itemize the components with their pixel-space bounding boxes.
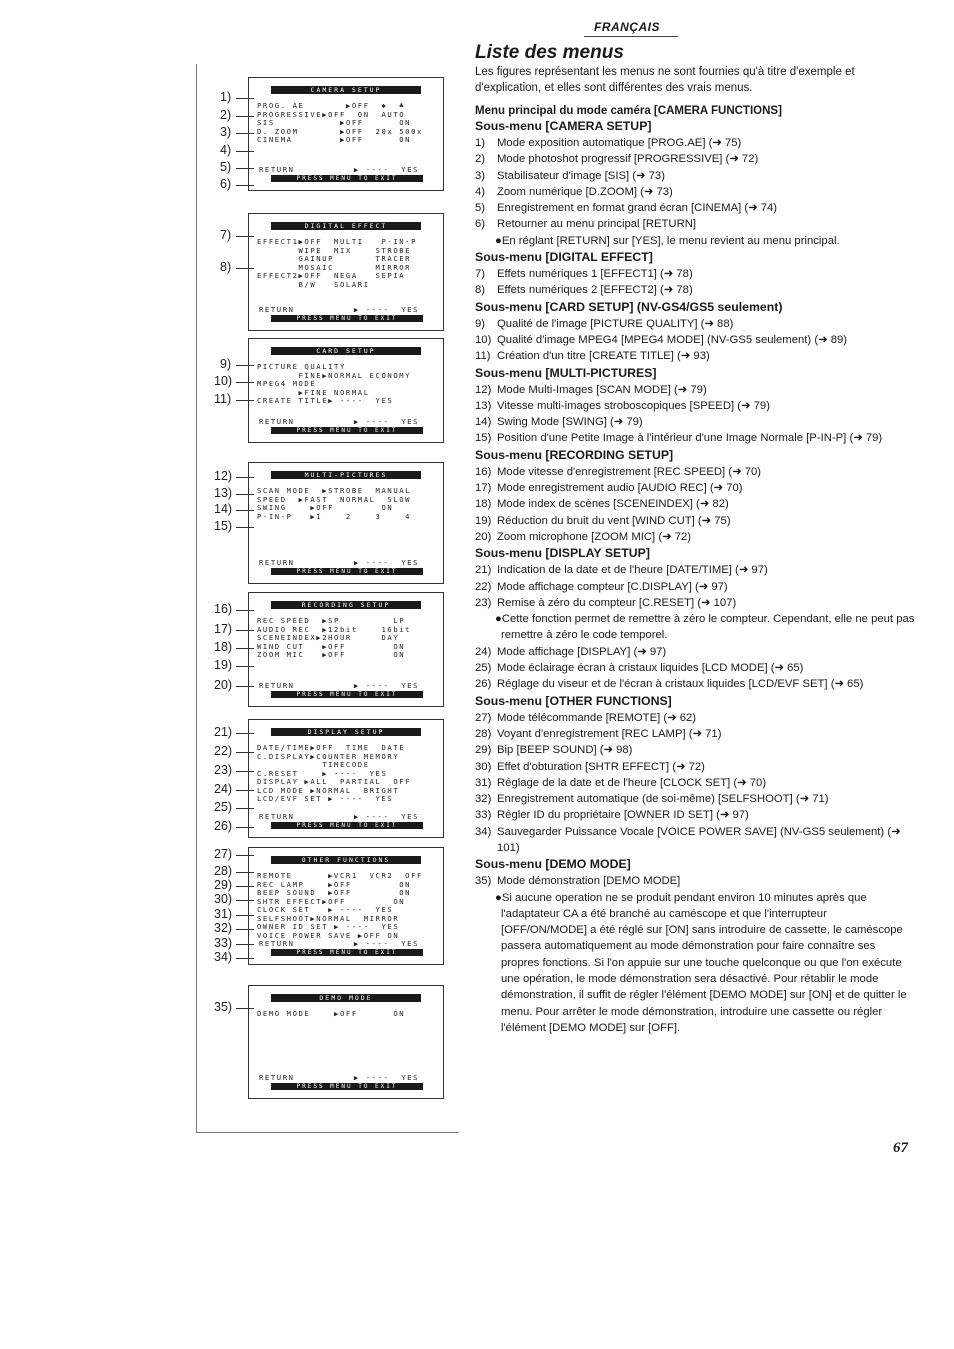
item-text: Effets numériques 2 [EFFECT2] (➜ 78) (497, 284, 693, 297)
menu-item (475, 579, 915, 595)
item-number: 15) (475, 432, 492, 445)
item-text: Mode affichage compteur [C.DISPLAY] (➜ 97) (497, 580, 728, 593)
callout-number: 31) (214, 907, 233, 921)
item-text: Réglage du viseur et de l'écran à cristaux liquides [LCD/EVF SET] (➜ 65) (497, 678, 864, 691)
callout-number: 2) (220, 108, 232, 122)
screen-row: SWING ▶OFF ON (257, 503, 394, 512)
item-number: 20) (475, 530, 492, 543)
callout-leader (236, 365, 254, 366)
screen-row: WIND CUT ▶OFF ON (257, 641, 406, 651)
callout-number: 23) (214, 763, 233, 777)
screen-row: LCD/EVF SET ▶ ---- YES (257, 794, 394, 803)
callout-leader (236, 666, 254, 667)
callout-number: 20) (214, 678, 233, 692)
item-number: 28) (475, 727, 492, 740)
callout-leader (236, 944, 254, 945)
item-number: 22) (475, 580, 492, 593)
item-number: 12) (475, 383, 492, 396)
screen-row: ZOOM MIC ▶OFF ON (257, 650, 406, 659)
screen-press-menu-bar: PRESS MENU TO EXIT (271, 568, 423, 575)
section-heading: Sous-menu [MULTI-PICTURES] (475, 365, 657, 380)
item-text: Position d'une Petite Image à l'intérieur d'une Image Normale [P-IN-P] (➜ 79) (497, 432, 883, 445)
callout-leader (236, 400, 254, 401)
callout-number: 11) (214, 392, 232, 406)
menu-screen (248, 847, 444, 965)
callout-number: 7) (220, 228, 232, 242)
screen-row: PICTURE QUALITY (257, 362, 346, 371)
menu-item (475, 135, 915, 151)
menu-item (475, 398, 915, 414)
item-text: Réduction du bruit du vent [WIND CUT] (➜ 75) (497, 514, 731, 527)
item-number: 35) (475, 875, 492, 888)
screen-row: B/W SOLARI (257, 279, 370, 289)
item-text: Zoom numérique [D.ZOOM] (➜ 73) (497, 185, 673, 198)
item-number: 18) (475, 498, 492, 511)
callout-leader (236, 477, 254, 478)
page-number: 67 (893, 1140, 908, 1156)
menu-item (475, 726, 915, 742)
item-text: Mode télécommande [REMOTE] (➜ 62) (497, 711, 697, 724)
menu-item (475, 759, 915, 775)
callout-number: 27) (214, 847, 233, 861)
menu-screen (248, 719, 444, 838)
item-number: 31) (475, 776, 492, 789)
screen-row: GAINUP TRACER (257, 254, 412, 263)
item-number: 8) (475, 284, 486, 297)
callout-number: 13) (214, 486, 233, 500)
menu-item (475, 168, 915, 184)
callout-number: 4) (220, 143, 232, 157)
screen-press-menu-bar: PRESS MENU TO EXIT (271, 822, 423, 829)
callout-leader (236, 733, 254, 734)
callout-number: 24) (214, 782, 233, 796)
callout-leader (236, 268, 254, 269)
section-heading: Sous-menu [CARD SETUP] (NV-GS4/GS5 seulement) (475, 299, 783, 314)
screen-row: MPEG4 MODE (257, 379, 317, 388)
screen-row: FINE▶NORMAL ECONOMY (257, 370, 412, 380)
callout-number: 1) (220, 90, 232, 104)
callout-leader (236, 790, 254, 791)
menu-item (475, 282, 915, 298)
callout-leader (236, 752, 254, 753)
callout-number: 35) (214, 1000, 233, 1014)
menu-item (475, 316, 915, 332)
callout-leader (236, 686, 254, 687)
screen-row: C.DISPLAY▶COUNTER MEMORY (257, 751, 400, 761)
callout-number: 21) (214, 725, 233, 739)
screen-row: D. ZOOM ▶OFF 20x 500x (257, 126, 423, 136)
callout-leader (236, 958, 254, 959)
item-text: Mode affichage [DISPLAY] (➜ 97) (497, 645, 667, 658)
menu-screen (248, 592, 444, 707)
screen-row: DEMO MODE ▶OFF ON (257, 1009, 406, 1018)
callout-leader (236, 827, 254, 828)
screen-row: P-IN-P ▶1 2 3 4 (257, 511, 412, 521)
screen-return-row: RETURN ▶ ---- YES (259, 305, 420, 314)
section-heading: Sous-menu [RECORDING SETUP] (475, 447, 674, 462)
screen-row: SHTR EFFECT▶OFF ON (257, 896, 406, 906)
item-number: 1) (475, 137, 486, 149)
item-number: 34) (475, 825, 492, 838)
screen-row: CINEMA ▶OFF ON (257, 135, 412, 144)
main-menu-heading: Menu principal du mode caméra [CAMERA FUNCTIONS] (475, 105, 782, 117)
menu-screen (248, 338, 444, 443)
screen-title-bar: DEMO MODE (271, 994, 421, 1002)
callout-number: 28) (214, 864, 233, 878)
callout-number: 3) (220, 125, 232, 139)
item-text: Indication de la date et de l'heure [DATE/TIME] (➜ 97) (497, 564, 768, 577)
item-text: Régler ID du propriétaire [OWNER ID SET] (➜ 97) (497, 809, 749, 822)
item-text: Voyant d'enregistrement [REC LAMP] (➜ 71) (497, 727, 722, 740)
menu-item (475, 562, 915, 578)
screen-row: AUDIO REC ▶12bit 16bit (257, 624, 412, 634)
item-text: Mode éclairage écran à cristaux liquides [LCD MODE] (➜ 65) (497, 662, 804, 675)
screen-row: REC SPEED ▶SP LP (257, 616, 406, 625)
callout-number: 22) (214, 744, 233, 758)
screen-row: REC LAMP ▶OFF ON (257, 879, 412, 889)
item-number: 7) (475, 268, 486, 281)
menu-item (475, 151, 915, 167)
menu-screen (248, 462, 444, 584)
callout-leader (236, 133, 254, 134)
callout-number: 9) (220, 357, 232, 371)
item-number: 19) (475, 514, 492, 527)
section-heading: Sous-menu [CAMERA SETUP] (475, 119, 652, 133)
screen-row: MOSAIC MIRROR (257, 262, 412, 272)
screen-title-bar: DIGITAL EFFECT (271, 222, 421, 230)
menu-item (475, 775, 915, 791)
item-number: 21) (475, 564, 492, 577)
screen-title-bar: MULTI-PICTURES (271, 471, 421, 479)
screen-row: TIMECODE (257, 760, 370, 769)
item-number: 32) (475, 793, 492, 806)
item-number: 30) (475, 760, 492, 773)
menu-item (475, 660, 915, 676)
menu-item (475, 644, 915, 660)
item-number: 27) (475, 711, 492, 724)
item-number: 3) (475, 169, 486, 182)
screen-return-row: RETURN ▶ ---- YES (259, 165, 420, 174)
screen-press-menu-bar: PRESS MENU TO EXIT (271, 949, 423, 956)
menu-item (475, 791, 915, 807)
item-text: Remise à zéro du compteur [C.RESET] (➜ 107) (497, 596, 737, 609)
item-text: Retourner au menu principal [RETURN] (497, 218, 697, 231)
callout-number: 33) (214, 936, 233, 950)
screen-return-row: RETURN ▶ ---- YES (259, 812, 420, 821)
menu-item (475, 513, 915, 529)
callout-leader (236, 527, 254, 528)
callout-leader (236, 510, 254, 511)
menu-screen (248, 213, 444, 331)
screen-row: PROGRESSIVE▶OFF ON AUTO (257, 109, 406, 119)
callout-leader (236, 185, 254, 186)
menu-item (475, 464, 915, 480)
screen-row: CREATE TITLE▶ ---- YES (257, 396, 394, 405)
callout-leader (236, 771, 254, 772)
menu-item (475, 742, 915, 758)
callout-number: 25) (214, 800, 233, 814)
menu-item (475, 348, 915, 364)
callout-number: 29) (214, 878, 233, 892)
screen-row: ▶FINE NORMAL (257, 387, 370, 397)
callout-number: 32) (214, 921, 233, 935)
screen-row: REMOTE ▶VCR1 VCR2 OFF (257, 871, 423, 880)
callout-leader (236, 116, 254, 117)
callout-leader (236, 168, 254, 169)
intro-text: Les figures représentant les menus ne sont fournies qu'à titre d'exemple et d'explication, et elles sont différentes des vrais menus. (475, 66, 855, 94)
item-text: Enregistrement en format grand écran [CINEMA] (➜ 74) (497, 202, 778, 215)
screen-return-row: RETURN ▶ ---- YES (259, 681, 420, 690)
menu-screen (248, 985, 444, 1099)
item-number: 17) (475, 482, 492, 495)
menu-description-list (475, 104, 915, 1036)
screen-row: DISPLAY ▶ALL PARTIAL OFF (257, 777, 412, 786)
item-text: Mode photoshot progressif [PROGRESSIVE] (➜ 72) (497, 153, 759, 166)
callout-number: 14) (214, 502, 233, 516)
menu-item (475, 200, 915, 216)
screen-row: VOICE POWER SAVE ▶OFF ON (257, 930, 400, 940)
screen-press-menu-bar: PRESS MENU TO EXIT (271, 175, 423, 182)
screen-row: SPEED ▶FAST NORMAL SLOW (257, 494, 412, 504)
item-number: 11) (475, 350, 491, 363)
screen-title-bar: DISPLAY SETUP (271, 728, 421, 736)
callout-leader (236, 886, 254, 887)
item-text: Zoom microphone [ZOOM MIC] (➜ 72) (497, 530, 692, 543)
callout-leader (236, 855, 254, 856)
item-text: Mode enregistrement audio [AUDIO REC] (➜ 70) (497, 482, 743, 495)
callout-number: 18) (214, 640, 233, 654)
callout-number: 34) (214, 950, 233, 964)
item-text: Effets numériques 1 [EFFECT1] (➜ 78) (497, 268, 693, 281)
item-text: Vitesse multi-images stroboscopiques [SPEED] (➜ 79) (497, 399, 770, 412)
menu-screen (248, 77, 444, 191)
menu-item (475, 807, 915, 823)
screen-row: CLOCK SET ▶ ---- YES (257, 905, 394, 914)
menu-item (475, 480, 915, 496)
item-text: Enregistrement automatique (de soi-même) [SELFSHOOT] (➜ 71) (497, 793, 829, 806)
item-text: Création d'un titre [CREATE TITLE] (➜ 93) (497, 350, 710, 363)
item-number: 23) (475, 596, 492, 609)
callout-leader (236, 610, 254, 611)
screen-row: DATE/TIME▶OFF TIME DATE (257, 743, 406, 752)
section-heading: Sous-menu [DIGITAL EFFECT] (475, 250, 653, 265)
screen-return-row: RETURN ▶ ---- YES (259, 417, 420, 426)
callout-number: 30) (214, 892, 233, 906)
screen-row: OWNER ID SET ▶ ---- YES (257, 922, 400, 931)
callout-number: 15) (214, 519, 233, 533)
screen-row: SIS ▶OFF ON (257, 118, 412, 127)
item-note: ●Si aucune operation ne se produit pendant environ 10 minutes après que l'adaptateur CA a été branché au caméscope et que l'interrupteur [OFF/ON/MODE] a été réglé sur [ON] sans introduire de cassette, le caméscope passera automatiquement au mode démonstration pour faire connaître ses propres fonctions. Si l'on appuie sur une touche quelconque ou que l'on exécute une opération, le mode démonstration sera désactivé. Pour rétablir le mode démonstration, il suffit de régler l'élément [DEMO MODE] sur [ON] et de quitter le menu. Pour arrêter le mode démonstration, introduire une cassette ou régler l'élément [DEMO MODE] sur [OFF]. (495, 891, 907, 1034)
item-text: Mode exposition automatique [PROG.AE] (➜ 75) (497, 137, 742, 149)
callout-number: 10) (214, 374, 233, 388)
callout-leader (236, 151, 254, 152)
item-number: 25) (475, 662, 492, 675)
menu-item (475, 873, 915, 889)
callout-number: 26) (214, 819, 233, 833)
screen-return-row: RETURN ▶ ---- YES (259, 1073, 420, 1082)
item-number: 14) (475, 416, 492, 429)
callout-number: 5) (220, 160, 232, 174)
screen-press-menu-bar: PRESS MENU TO EXIT (271, 691, 423, 698)
page-title: Liste des menus (475, 42, 624, 63)
screen-row: BEEP SOUND ▶OFF ON (257, 888, 412, 897)
item-number: 26) (475, 678, 492, 691)
screen-return-row: RETURN ▶ ---- YES (259, 558, 420, 567)
item-note: ●En réglant [RETURN] sur [YES], le menu revient au menu principal. (495, 234, 840, 247)
item-text: Mode index de scènes [SCENEINDEX] (➜ 82) (497, 498, 729, 511)
menu-item (475, 184, 915, 200)
screen-return-row: RETURN ▶ ---- YES (259, 939, 420, 948)
menu-item (475, 430, 915, 446)
section-heading: Sous-menu [DEMO MODE] (475, 857, 631, 872)
menu-item (475, 414, 915, 430)
screen-row: LCD MODE ▶NORMAL BRIGHT (257, 785, 400, 795)
item-text: Sauvegarder Puissance Vocale [VOICE POWER SAVE] (NV-GS5 seulement) (➜ 101) (497, 825, 901, 854)
language-underline (584, 36, 678, 37)
callout-number: 16) (214, 602, 233, 616)
callout-number: 8) (220, 260, 232, 274)
callout-leader (236, 648, 254, 649)
screen-row: WIPE MIX STROBE (257, 245, 412, 255)
screen-row: EFFECT2▶OFF NEGA SEPIA (257, 271, 406, 280)
item-number: 4) (475, 185, 486, 198)
menu-item (475, 595, 915, 611)
section-heading: Sous-menu [DISPLAY SETUP] (475, 546, 650, 561)
item-text: Bip [BEEP SOUND] (➜ 98) (497, 744, 633, 757)
language-label: FRANÇAIS (594, 20, 660, 34)
item-text: Effet d'obturation [SHTR EFFECT] (➜ 72) (497, 760, 705, 773)
callout-number: 12) (214, 469, 233, 483)
item-number: 9) (475, 317, 486, 330)
menu-item (475, 529, 915, 545)
screen-row: SCENEINDEX▶2HOUR DAY (257, 633, 400, 642)
item-text: Mode Multi-Images [SCAN MODE] (➜ 79) (497, 383, 707, 396)
callout-leader (236, 900, 254, 901)
item-text: Réglage de la date et de l'heure [CLOCK SET] (➜ 70) (497, 776, 767, 789)
menu-item (475, 824, 915, 857)
menu-item (475, 496, 915, 512)
item-number: 24) (475, 645, 492, 658)
callout-leader (236, 1008, 254, 1009)
item-note: ●Cette fonction permet de remettre à zéro le compteur. Cependant, elle ne peut pas remettre à zéro le code temporel. (495, 613, 915, 642)
callout-number: 19) (214, 658, 233, 672)
item-text: Swing Mode [SWING] (➜ 79) (497, 416, 643, 429)
menu-item (475, 216, 915, 232)
screen-row: SELFSHOOT▶NORMAL MIRROR (257, 913, 400, 923)
callout-leader (236, 382, 254, 383)
screen-row: EFFECT1▶OFF MULTI P-IN-P (257, 237, 418, 246)
callout-leader (236, 494, 254, 495)
callout-number: 17) (214, 622, 233, 636)
item-number: 16) (475, 465, 492, 478)
callout-leader (236, 236, 254, 237)
screen-row: SCAN MODE ▶STROBE MANUAL (257, 486, 412, 495)
callout-leader (236, 915, 254, 916)
item-number: 2) (475, 153, 486, 166)
screen-title-bar: RECORDING SETUP (271, 601, 421, 609)
item-text: Stabilisateur d'image [SIS] (➜ 73) (497, 169, 665, 182)
screen-title-bar: OTHER FUNCTIONS (271, 856, 421, 864)
item-number: 29) (475, 744, 492, 757)
item-number: 6) (475, 218, 486, 231)
menu-item (475, 676, 915, 692)
menu-item (475, 332, 915, 348)
callout-leader (236, 872, 254, 873)
item-number: 5) (475, 202, 486, 215)
item-text: Mode démonstration [DEMO MODE] (497, 875, 681, 888)
screen-title-bar: CAMERA SETUP (271, 86, 421, 94)
item-text: Qualité de l'image [PICTURE QUALITY] (➜ 88) (497, 317, 734, 330)
screen-row: PROG. AE ▶OFF ✱ ♣ (257, 101, 406, 110)
screen-press-menu-bar: PRESS MENU TO EXIT (271, 1083, 423, 1090)
callout-leader (236, 929, 254, 930)
callout-leader (236, 808, 254, 809)
screen-press-menu-bar: PRESS MENU TO EXIT (271, 427, 423, 434)
item-number: 10) (475, 333, 492, 346)
menu-item (475, 382, 915, 398)
callout-leader (236, 630, 254, 631)
callout-number: 6) (220, 177, 232, 191)
item-text: Qualité d'image MPEG4 [MPEG4 MODE] (NV-GS5 seulement) (➜ 89) (497, 333, 848, 346)
item-number: 13) (475, 399, 492, 412)
screen-row: C.RESET ▶ ---- YES (257, 768, 388, 778)
menu-item (475, 266, 915, 282)
section-heading: Sous-menu [OTHER FUNCTIONS] (475, 693, 672, 708)
screen-title-bar: CARD SETUP (271, 347, 421, 355)
screen-press-menu-bar: PRESS MENU TO EXIT (271, 315, 423, 322)
item-text: Mode vitesse d'enregistrement [REC SPEED] (➜ 70) (497, 465, 762, 478)
menu-item (475, 710, 915, 726)
callout-leader (236, 98, 254, 99)
item-number: 33) (475, 809, 492, 822)
